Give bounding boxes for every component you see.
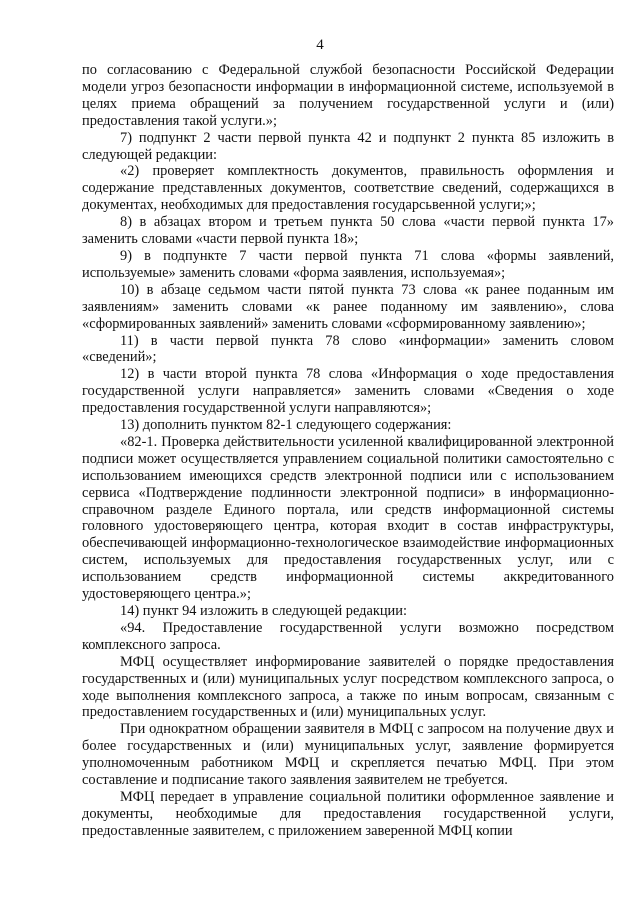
document-body	[82, 62, 614, 840]
paragraph-quote-82-1: «82-1. Проверка действительности усиленной квалифицированной электронной подписи может осуществляется управлением социальной политики самостоятельно с использованием имеющихся средств электронной подписи или с использованием сервиса «Подтверждение подлинности электронной подписи» в информационно-справочном разделе Единого портала, или средств информационной системы головного удостоверяющего центра, которая входит в состав инфраструктуры, обеспечивающей информационно-технологическое взаимодействие информационных систем, используемых для предоставления государственных услуг, или с использованием средств информационной системы аккредитованного удостоверяющего центра.»;	[82, 433, 614, 603]
paragraph-item-8: 8) в абзацах втором и третьем пункта 50 слова «части первой пункта 17» заменить словами «части первой пункта 18»;	[82, 214, 614, 248]
paragraph-item-12: 12) в части второй пункта 78 слова «Информация о ходе предоставления государственной услуги направляется» заменить словами «Сведения о ходе предоставления государственной услуги направляются»;	[82, 366, 614, 417]
paragraph-item-7: 7) подпункт 2 части первой пункта 42 и подпункт 2 пункта 85 изложить в следующей редакции:	[82, 129, 614, 163]
paragraph-item-11: 11) в части первой пункта 78 слово «информации» заменить словом «сведений»;	[82, 332, 614, 366]
paragraph-item-14: 14) пункт 94 изложить в следующей редакции:	[120, 603, 407, 619]
paragraph-mfc-informing: МФЦ осуществляет информирование заявителей о порядке предоставления государственных и (или) муниципальных услуг посредством комплексного запроса, о ходе выполнения комплексного запроса, а также по иным вопросам, связанным с предоставлением государственных и (или) муниципальных услуг.	[82, 653, 614, 721]
page-number: 4	[316, 37, 324, 53]
paragraph-quote-94: «94. Предоставление государственной услуги возможно посредством комплексного запроса.	[82, 619, 614, 653]
paragraph-quote-2: «2) проверяет комплектность документов, правильность оформления и содержание представленных документов, соответствие сведений, содержащихся в документах, необходимых для предоставления государсьвенной услуги;»;	[82, 163, 614, 214]
paragraph-item-10: 10) в абзаце седьмом части пятой пункта 73 слова «к ранее поданным им заявлениям» заменить словами «к ранее поданному им заявлению», слова «сформированных заявлений» заменить словами «сформированному заявлению»;	[82, 281, 614, 332]
paragraph-item-9: 9) в подпункте 7 части первой пункта 71 слова «формы заявлений, используемые» заменить словами «форма заявления, используемая»;	[82, 247, 614, 281]
paragraph-mfc-transfer: МФЦ передает в управление социальной политики оформленное заявление и документы, необходимые для предоставления государственной услуги, предоставленные заявителем, с приложением заверенной МФЦ копии	[82, 788, 614, 839]
paragraph-single-request: При однократном обращении заявителя в МФЦ с запросом на получение двух и более государственных и (или) муниципальных услуг, заявление формируется уполномоченным работником МФЦ и скрепляется печатью МФЦ. При этом составление и подписание такого заявления заявителем не требуется.	[82, 721, 614, 789]
paragraph-continuation: по согласованию с Федеральной службой безопасности Российской Федерации модели угроз безопасности информации в информационной системе, используемой в целях приема обращений за получением государственной услуги и (или) предоставления такой услуги.»;	[82, 62, 614, 129]
paragraph-item-13: 13) дополнить пунктом 82-1 следующего содержания:	[120, 417, 452, 434]
